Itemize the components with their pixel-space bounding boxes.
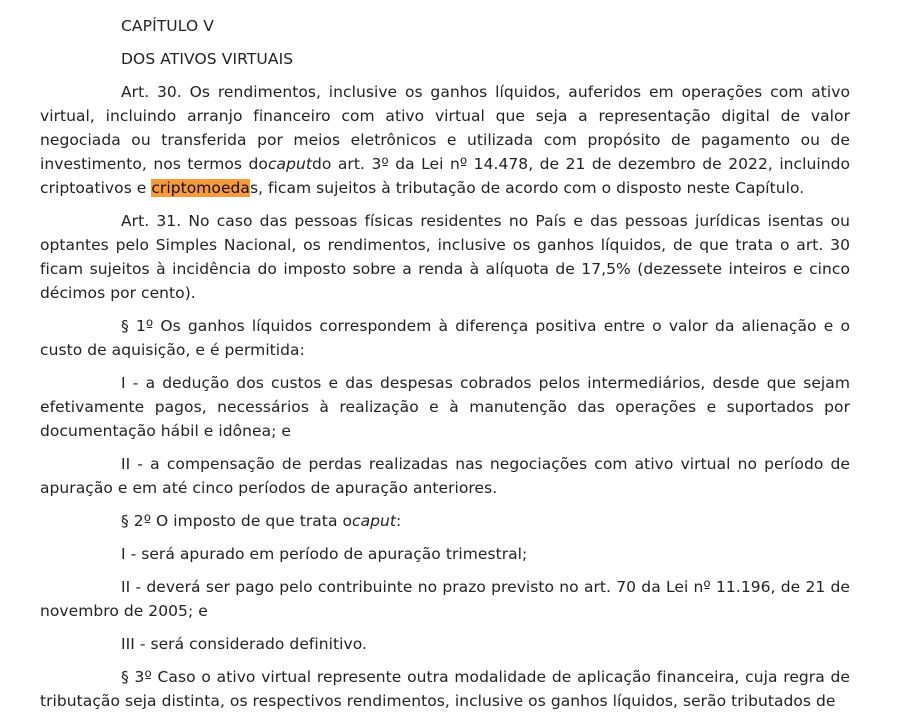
document-body <box>40 0 850 713</box>
art30-caput: caput <box>267 155 312 173</box>
paragraph-2-item-iii: III - será considerado definitivo. <box>121 635 367 653</box>
article-31: Art. 31. No caso das pessoas físicas residentes no País e das pessoas jurídicas isentas ou optantes pelo Simples Nacional, os rendimentos, inclusive os ganhos líquidos, de que trata o art. 30 ficam sujeitos à incidência do imposto sobre a renda à alíquota de 17,5% (dezessete inteiros e cinco décimos por cento). <box>40 212 850 302</box>
search-highlight: criptomoeda <box>151 179 250 197</box>
paragraph-2 <box>40 509 850 533</box>
art30-text-1: Art. 30. Os rendimentos, inclusive os ganhos líquidos, auferidos em operações com ativo virtual, incluindo arranjo financeiro com ativo virtual que seja a representação digital de valor negociada ou transferida por meios eletrônicos e utilizada com propósito de pagamento ou de investimento, nos termos do <box>40 83 850 173</box>
art30-text-2: do art. 3º da Lei nº 14.478, de 21 de dezembro de 2022, incluindo criptoativos e <box>40 155 850 197</box>
chapter-title: DOS ATIVOS VIRTUAIS <box>121 50 294 68</box>
article-30 <box>40 80 850 200</box>
paragraph-1-item-ii: II - a compensação de perdas realizadas nas negociações com ativo virtual no período de apuração e em até cinco períodos de apuração anteriores. <box>40 455 850 497</box>
art30-text-3: s, ficam sujeitos à tributação de acordo com o disposto neste Capítulo. <box>249 179 805 197</box>
par2-text-2: : <box>396 512 402 530</box>
par2-caput: caput <box>352 512 397 530</box>
paragraph-1: § 1º Os ganhos líquidos correspondem à diferença positiva entre o valor da alienação e o custo de aquisição, e é permitida: <box>40 317 850 359</box>
par2-text-1: § 2º O imposto de que trata o <box>121 512 352 530</box>
paragraph-2-item-i: I - será apurado em período de apuração trimestral; <box>121 545 528 563</box>
paragraph-2-item-ii: II - deverá ser pago pelo contribuinte no prazo previsto no art. 70 da Lei nº 11.196, de 21 de novembro de 2005; e <box>40 578 850 620</box>
paragraph-1-item-i: I - a dedução dos custos e das despesas cobrados pelos intermediários, desde que sejam efetivamente pagos, necessários à realização e à manutenção das operações e suportados por documentação hábil e idônea; e <box>40 374 850 440</box>
chapter-number: CAPÍTULO V <box>121 17 214 35</box>
paragraph-3: § 3º Caso o ativo virtual represente outra modalidade de aplicação financeira, cuja regra de tributação seja distinta, os respectivos rendimentos, inclusive os ganhos líquidos, serão tributados de <box>40 668 850 710</box>
